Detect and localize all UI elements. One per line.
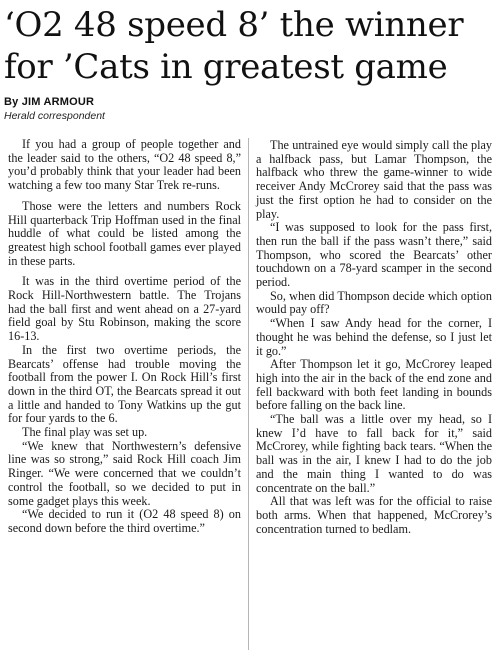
article-column-right: [256, 139, 492, 536]
paragraph: It was in the third overtime period of the Rock Hill-Northwestern battle. The Trojans had the ball first and went ahead on a 27-yard field goal by Stu Robinson, making the score 16-13.: [8, 274, 241, 344]
paragraph: Those were the letters and numbers Rock Hill quarterback Trip Hoffman used in the final huddle of what could be listed among the greatest high school football games ever played in these parts.: [8, 198, 241, 268]
paragraph: After Thompson let it go, McCrorey leaped high into the air in the back of the end zone and fell backward with both feet landing in bounds before falling on the back line.: [256, 357, 492, 413]
paragraph: “The ball was a little over my head, so I knew I’d have to fall back for it,” said McCrorey, while fighting back tears. “When the ball was in the air, I knew I had to do the job and the main thing I wanted to do was concentrate on the ball.”: [256, 412, 492, 495]
headline: ‘O2 48 speed 8’ the winner for ’Cats in greatest game: [4, 5, 464, 87]
column-divider: [248, 138, 249, 650]
article-column-left: [8, 138, 241, 536]
paragraph: The final play was set up.: [22, 425, 148, 440]
byline-credit: Herald correspondent: [4, 110, 105, 122]
paragraph: “We knew that Northwestern’s defensive line was so strong,” said Rock Hill coach Jim Ringer. “We were concerned that we couldn’t control the football, so we decided to put in some gadget plays this week.: [8, 438, 241, 508]
paragraph: “I was supposed to look for the pass first, then run the ball if the pass wasn’t there,” said Thompson, who scored the Bearcats’ other touchdown on a 78-yard scamper in the second period.: [256, 220, 492, 290]
paragraph: The untrained eye would simply call the play a halfback pass, but Lamar Thompson, the halfback who threw the game-winner to wide receiver Andy McCrorey said that the pass was just the first option he had to consider on the play.: [256, 138, 492, 221]
paragraph: “When I saw Andy head for the corner, I thought he was behind the defense, so I just let it go.”: [256, 316, 492, 358]
paragraph: In the first two overtime periods, the Bearcats’ offense had trouble moving the football from the power I. On Rock Hill’s first down in the third OT, the Bearcats spread it out a little and handed to Tony Watkins up the gut for four yards to the 6.: [8, 342, 241, 426]
paragraph: “We decided to run it (O2 48 speed 8) on second down before the third overtime.”: [8, 507, 241, 535]
paragraph: So, when did Thompson decide which option would pay off?: [256, 288, 492, 317]
paragraph: All that was left was for the official to raise both arms. When that happened, McCrorey’s concentration turned to bedlam.: [256, 494, 492, 536]
paragraph: If you had a group of people together and the leader said to the others, “O2 48 speed 8,” you’d probably think that your leader had been watching a few too many Star Trek re-runs.: [8, 137, 241, 193]
byline: By JIM ARMOUR: [4, 96, 95, 108]
